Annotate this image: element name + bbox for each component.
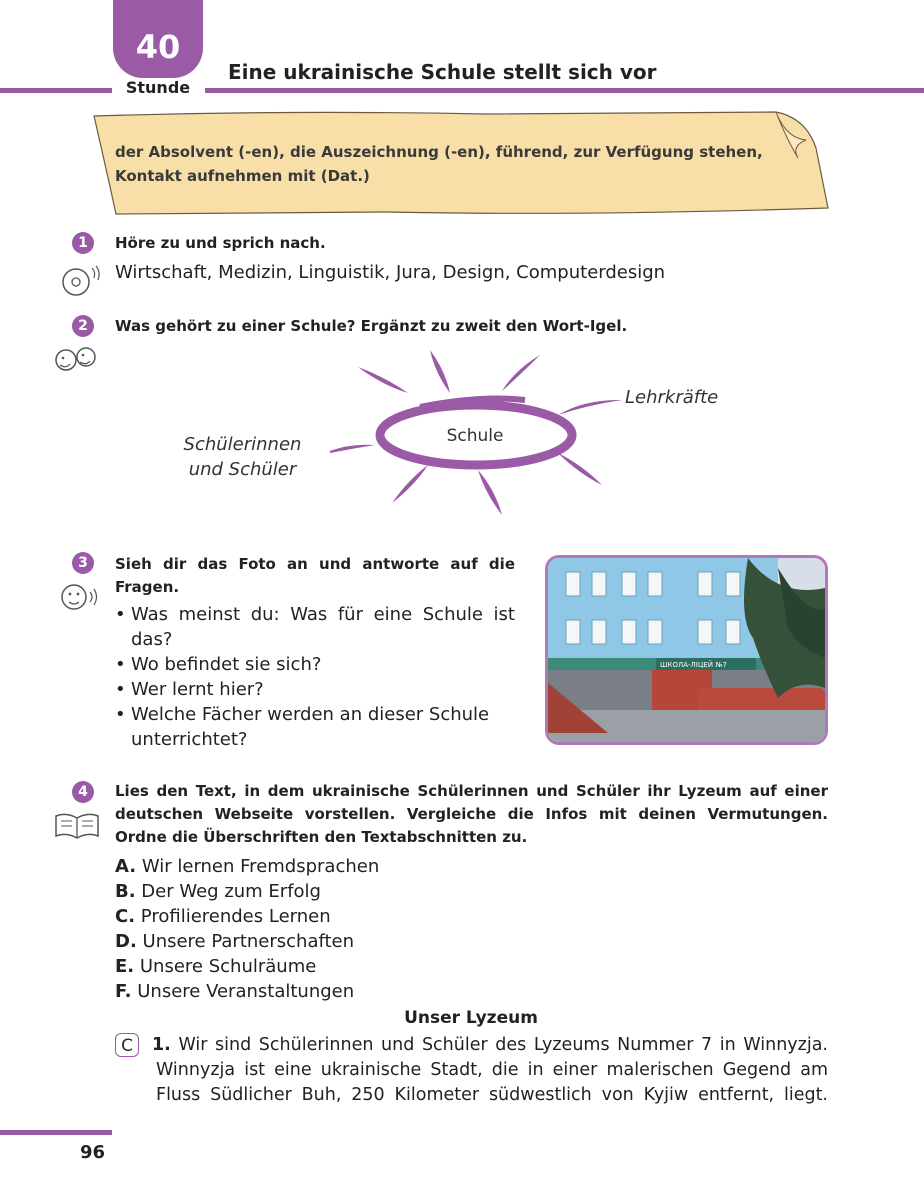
heading-text: Wir lernen Fremdsprachen bbox=[141, 856, 380, 877]
heading-item-c bbox=[115, 904, 379, 929]
heading-item-d bbox=[115, 929, 379, 954]
task-4-instruction: Lies den Text, in dem ukrainische Schülerinnen und Schüler ihr Lyzeum auf einer deutschen Webseite vorstellen. Vergleiche die Infos mit deinen Vermutungen. Ordne die Überschriften den Textabschnitten zu. bbox=[115, 782, 828, 846]
paragraph-line-1 bbox=[152, 1033, 828, 1058]
hedgehog-label-students-line-2: und Schüler bbox=[188, 459, 297, 480]
school-photo bbox=[545, 555, 828, 745]
heading-text: Profilierendes Lernen bbox=[140, 906, 331, 927]
lesson-label: Stunde bbox=[125, 78, 191, 97]
task-4-number: 4 bbox=[72, 781, 94, 803]
vocab-line-2: Kontakt aufnehmen mit (Dat.) bbox=[115, 167, 370, 185]
task-3-number: 3 bbox=[72, 552, 94, 574]
heading-letter: B. bbox=[115, 881, 136, 902]
heading-letter: A. bbox=[115, 856, 137, 877]
school-photo-illustration bbox=[548, 558, 825, 742]
heading-letter: E. bbox=[115, 956, 135, 977]
task-3-instruction bbox=[115, 553, 515, 599]
paragraph-line-1-text: Wir sind Schülerinnen und Schüler des Lyzeums Nummer 7 in Winnyzja. bbox=[178, 1035, 828, 1055]
task-2-number: 2 bbox=[72, 315, 94, 337]
hedgehog-label-students-line-1: Schülerinnen bbox=[183, 434, 302, 455]
heading-letter: F. bbox=[115, 981, 132, 1002]
hedgehog-center-label: Schule bbox=[446, 426, 504, 446]
page-number: 96 bbox=[80, 1142, 106, 1163]
heading-list bbox=[115, 854, 379, 1004]
question-item: • Wer lernt hier? bbox=[115, 677, 515, 702]
paragraph-1 bbox=[152, 1033, 828, 1108]
heading-letter: C. bbox=[115, 906, 136, 927]
question-item: • Was meinst du: Was für eine Schule ist das? bbox=[115, 602, 515, 652]
question-item: • Wo befindet sie sich? bbox=[115, 652, 515, 677]
heading-letter: D. bbox=[115, 931, 137, 952]
heading-text: Unsere Veranstaltungen bbox=[137, 981, 355, 1002]
task-3-question-list bbox=[115, 602, 515, 752]
answer-box: C bbox=[115, 1033, 139, 1057]
heading-item-f bbox=[115, 979, 379, 1004]
heading-text: Unsere Partnerschaften bbox=[142, 931, 355, 952]
task-3-instruction-line-2: Fragen. bbox=[115, 578, 180, 596]
paragraph-number: 1. bbox=[152, 1035, 171, 1055]
vocab-line-1: der Absolvent (-en), die Auszeichnung (-en), führend, zur Verfügung stehen, bbox=[115, 143, 763, 161]
pair-work-icon bbox=[52, 345, 102, 373]
heading-item-b bbox=[115, 879, 379, 904]
heading-text: Der Weg zum Erfolg bbox=[141, 881, 321, 902]
heading-item-a bbox=[115, 854, 379, 879]
footer-rule bbox=[0, 1130, 112, 1135]
task-1-instruction: Höre zu und sprich nach. bbox=[115, 234, 326, 252]
text-title: Unser Lyzeum bbox=[404, 1008, 538, 1028]
heading-text: Unsere Schulräume bbox=[139, 956, 317, 977]
question-item: • Welche Fächer werden an dieser Schule unterrichtet? bbox=[115, 702, 515, 752]
task-1-number: 1 bbox=[72, 232, 94, 254]
speaking-icon bbox=[56, 580, 102, 614]
paragraph-line-2: Winnyzja ist eine ukrainische Stadt, die in einer malerischen Gegend am bbox=[156, 1060, 828, 1080]
lesson-number: 40 bbox=[135, 28, 181, 66]
open-book-icon bbox=[52, 808, 102, 840]
page-title: Eine ukrainische Schule stellt sich vor bbox=[228, 60, 657, 84]
hedgehog-label-students bbox=[170, 432, 315, 482]
cd-audio-icon bbox=[58, 262, 102, 298]
task-3-instruction-line-1: Sieh dir das Foto an und antworte auf die bbox=[115, 555, 515, 573]
paragraph-line-3: Fluss Südlicher Buh, 250 Kilometer südwestlich von Kyjiw entfernt, liegt. bbox=[156, 1085, 828, 1105]
hedgehog-label-teachers: Lehrkräfte bbox=[625, 387, 719, 408]
heading-item-e bbox=[115, 954, 379, 979]
header-rule-right bbox=[205, 88, 924, 93]
task-2-instruction: Was gehört zu einer Schule? Ergänzt zu zweit den Wort-Igel. bbox=[115, 317, 628, 335]
header-rule-left bbox=[0, 88, 112, 93]
school-sign: ШКОЛА-ЛІЦЕЙ №7 bbox=[660, 661, 727, 669]
task-1-wordlist: Wirtschaft, Medizin, Linguistik, Jura, Design, Computerdesign bbox=[115, 262, 666, 283]
vocab-list bbox=[115, 140, 763, 188]
